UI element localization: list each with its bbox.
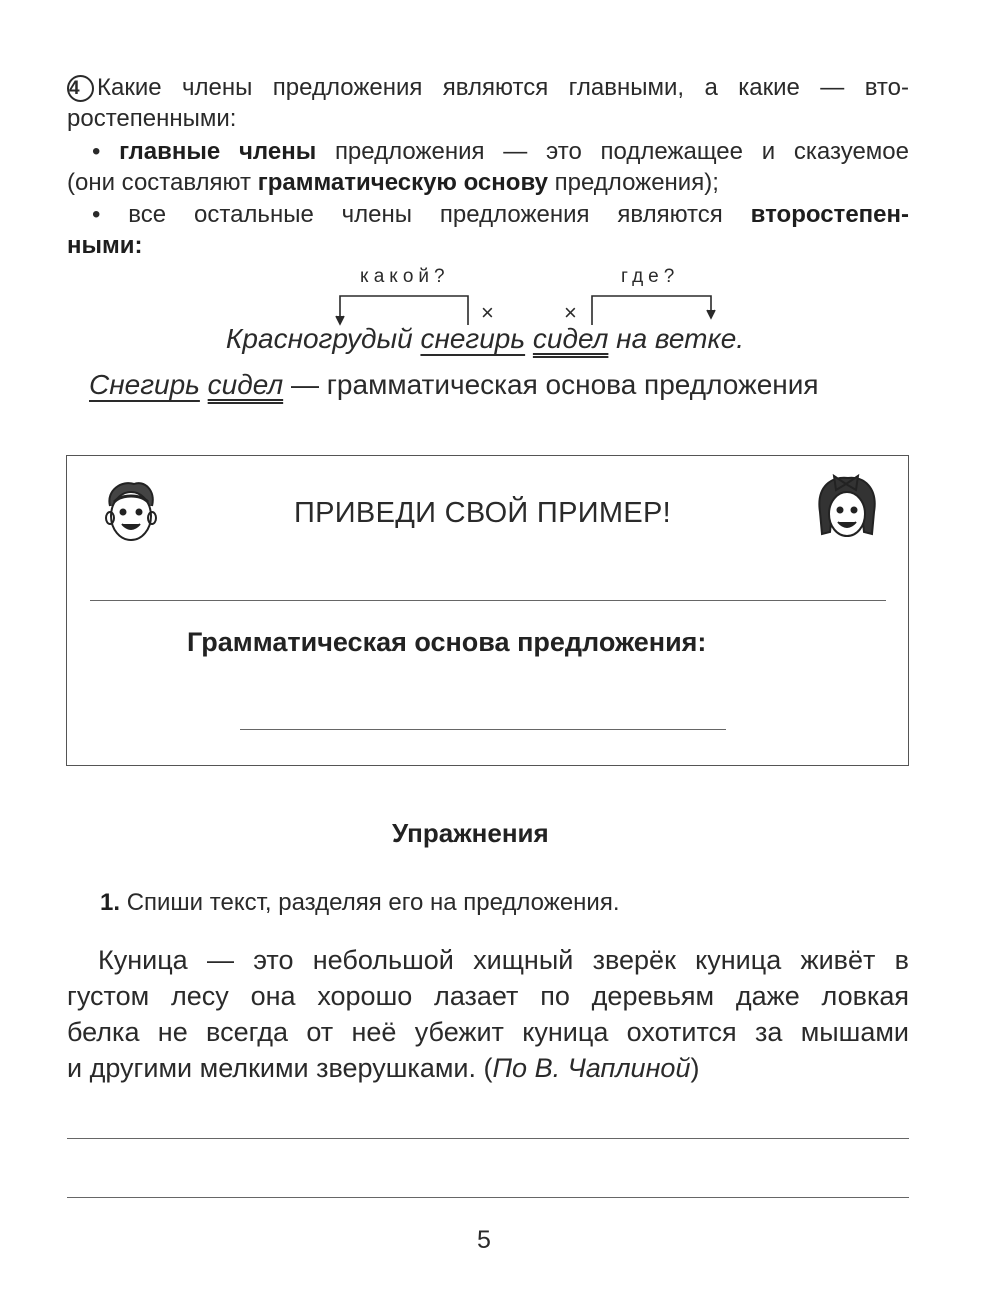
answer-line-2[interactable] [240,729,726,730]
rule-number: 4 [67,75,94,102]
rule-line-2: ростепенными: [67,105,237,132]
cross-mark-left: × [481,300,494,325]
example-sentence: Красногрудый снегирь сидел на ветке. [225,323,745,354]
exercise-1-text-line-3: белка не всегда от неё убежит куница охотится за мышами [67,1017,909,1047]
rule-bullet-1-line-2: (они составляют грамматическую основу предложения); [67,169,719,196]
writing-line-1[interactable] [67,1138,909,1139]
basis-subject: Снегирь [89,369,200,400]
exercises-heading: Упражнения [392,818,549,848]
task-box-title: ПРИВЕДИ СВОЙ ПРИМЕР! [294,497,671,529]
rule-bullet-2-line-2: ными: [67,232,143,259]
exercise-source: По В. Чаплиной [492,1053,691,1083]
arrow-left [340,296,468,325]
basis-line: Снегирь сидел — грамматическая основа предложения [89,369,819,400]
rule-bullet-1: • главные члены предложения — это подлежащее и сказуемое [92,138,910,165]
exercise-1-number: 1. [100,889,121,916]
boy-face-icon [100,478,162,548]
arrow-right [592,296,711,325]
rule-line-1: 4 Какие члены предложения являются главными, а какие — вто- [69,74,909,101]
arrow-right-head [707,310,715,318]
writing-line-2[interactable] [67,1197,909,1198]
task-box-subtitle: Грамматическая основа предложения: [187,627,707,657]
answer-line-1[interactable] [90,600,886,601]
rule-bullet-2: • все остальные члены предложения являются второстепен- [92,201,909,228]
predicate-word: сидел [532,323,609,354]
exercise-1-text-line-2: густом лесу она хорошо лазает по деревьям даже ловкая [67,981,909,1011]
girl-face-icon [812,472,882,544]
exercise-1-text-line-4: и другими мелкими зверушками. (По В. Чаплиной) [67,1053,700,1083]
question-left: какой? [360,266,450,287]
cross-mark-right: × [564,300,577,325]
exercise-1-instruction: 1. Спиши текст, разделяя его на предложения. [100,889,620,916]
bullet-icon: • [92,138,101,165]
bullet-icon: • [92,201,101,228]
subject-word: снегирь [420,323,526,354]
exercise-1-text-line-1: Куница — это небольшой хищный зверёк куница живёт в [98,945,909,975]
basis-predicate: сидел [207,369,284,400]
page-number: 5 [477,1226,491,1254]
question-right: где? [621,266,680,287]
